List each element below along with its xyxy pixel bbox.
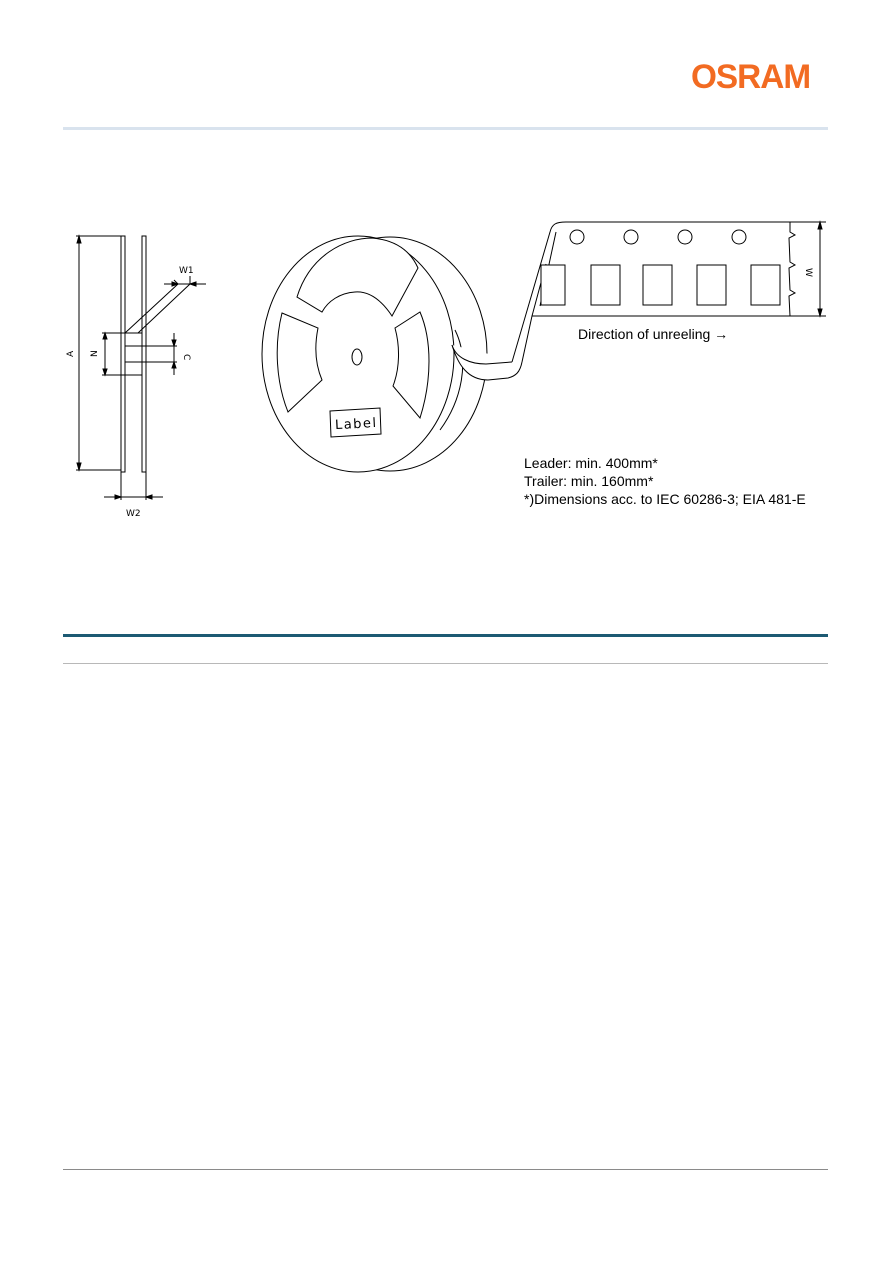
reel-notes bbox=[524, 454, 806, 508]
trailer-note: Trailer: min. 160mm* bbox=[524, 473, 654, 489]
dim-label-c: C bbox=[181, 354, 191, 361]
leader-note: Leader: min. 400mm* bbox=[524, 455, 658, 471]
section-divider bbox=[63, 663, 828, 664]
dim-label-w1: W1 bbox=[179, 266, 194, 276]
dim-label-a: A bbox=[66, 350, 76, 357]
osram-logo: OSRAM bbox=[691, 58, 811, 96]
dim-label-w2: W2 bbox=[126, 509, 141, 519]
footer-rule bbox=[63, 1169, 828, 1170]
section-rule bbox=[63, 634, 828, 637]
standards-note: *)Dimensions acc. to IEC 60286-3; EIA 481-E bbox=[524, 491, 806, 507]
reel-perspective-view bbox=[262, 236, 487, 472]
dim-label-w: W bbox=[803, 268, 813, 277]
unreeling-direction-text: Direction of unreeling → bbox=[578, 326, 729, 342]
reel-label-text: Label bbox=[334, 415, 378, 434]
carrier-tape bbox=[452, 222, 826, 380]
dim-label-n: N bbox=[90, 350, 100, 357]
